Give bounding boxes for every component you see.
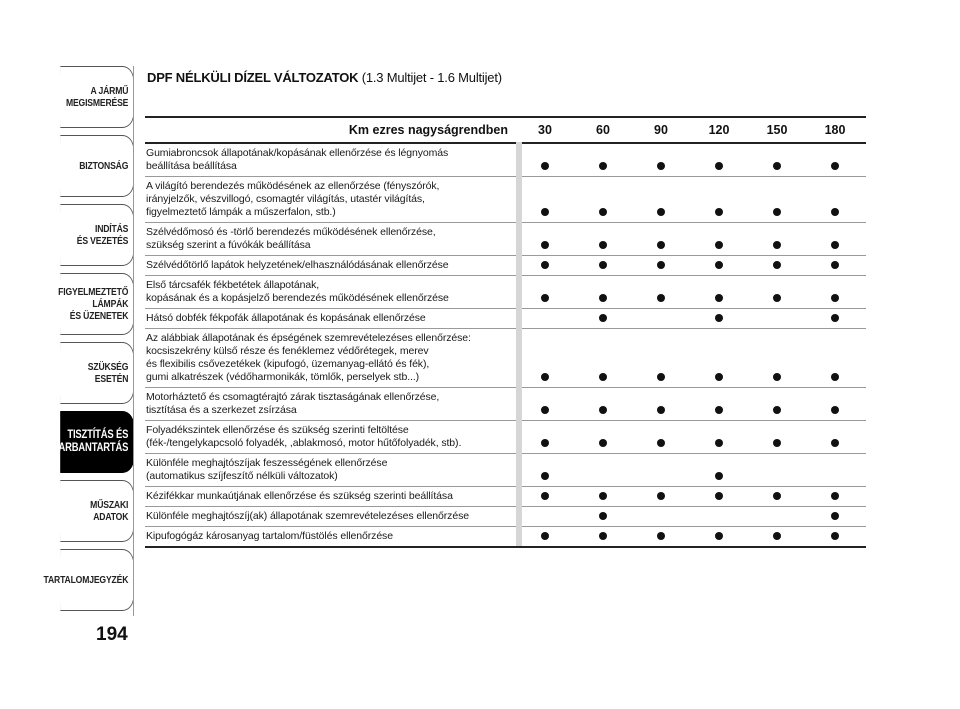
check-dot-icon bbox=[831, 439, 839, 447]
page-title bbox=[147, 70, 502, 85]
interval-cell bbox=[690, 256, 748, 274]
interval-cell bbox=[632, 289, 690, 307]
interval-cell bbox=[574, 309, 632, 327]
interval-cell bbox=[748, 507, 806, 525]
check-dot-icon bbox=[657, 492, 665, 500]
interval-cell bbox=[806, 487, 864, 505]
check-dot-icon bbox=[773, 532, 781, 540]
interval-cell bbox=[806, 434, 864, 452]
check-dot-icon bbox=[715, 241, 723, 249]
check-dot-icon bbox=[773, 162, 781, 170]
check-dot-icon bbox=[541, 492, 549, 500]
interval-cell bbox=[748, 157, 806, 175]
table-row bbox=[145, 222, 866, 255]
chapter-tab[interactable]: SZÜKSÉG ESETÉN bbox=[60, 342, 134, 404]
check-dot-icon bbox=[599, 162, 607, 170]
check-dot-icon bbox=[657, 241, 665, 249]
table-row bbox=[145, 506, 866, 526]
interval-cell bbox=[632, 467, 690, 485]
interval-cell bbox=[516, 289, 574, 307]
interval-cell bbox=[690, 309, 748, 327]
check-dot-icon bbox=[541, 294, 549, 302]
check-dot-icon bbox=[657, 261, 665, 269]
check-dot-icon bbox=[657, 532, 665, 540]
check-dot-icon bbox=[541, 373, 549, 381]
check-dot-icon bbox=[599, 512, 607, 520]
interval-cell bbox=[574, 434, 632, 452]
interval-cell bbox=[516, 401, 574, 419]
interval-cell bbox=[690, 368, 748, 386]
check-dot-icon bbox=[831, 294, 839, 302]
table-row bbox=[145, 328, 866, 387]
table-bottom-rule bbox=[145, 546, 866, 548]
check-dot-icon bbox=[541, 261, 549, 269]
table-row bbox=[145, 420, 866, 453]
check-dot-icon bbox=[541, 162, 549, 170]
chapter-tab[interactable]: TISZTÍTÁS ÉS KARBANTARTÁS bbox=[60, 411, 134, 473]
check-dot-icon bbox=[773, 373, 781, 381]
interval-cell bbox=[748, 467, 806, 485]
check-dot-icon bbox=[541, 406, 549, 414]
check-dot-icon bbox=[831, 373, 839, 381]
table-row bbox=[145, 526, 866, 546]
interval-cell bbox=[748, 236, 806, 254]
table-row bbox=[145, 144, 866, 176]
interval-cell bbox=[748, 289, 806, 307]
interval-cell bbox=[516, 157, 574, 175]
km-column-header: 180 bbox=[824, 123, 846, 137]
check-dot-icon bbox=[715, 314, 723, 322]
interval-cell bbox=[632, 368, 690, 386]
check-dot-icon bbox=[831, 406, 839, 414]
interval-cell bbox=[806, 203, 864, 221]
page-number: 194 bbox=[96, 624, 128, 645]
interval-cell bbox=[748, 434, 806, 452]
km-column-header: 30 bbox=[538, 123, 552, 137]
check-dot-icon bbox=[599, 241, 607, 249]
interval-cell bbox=[806, 157, 864, 175]
interval-cell bbox=[632, 434, 690, 452]
check-dot-icon bbox=[831, 532, 839, 540]
check-dot-icon bbox=[715, 406, 723, 414]
interval-cell bbox=[574, 203, 632, 221]
row-description: Szélvédőmosó és -törlő berendezés működésének ellenőrzése, szükség szerint a fúvókák beállítása bbox=[146, 226, 436, 251]
check-dot-icon bbox=[715, 208, 723, 216]
check-dot-icon bbox=[715, 439, 723, 447]
interval-cell bbox=[748, 527, 806, 545]
row-description: Hátsó dobfék fékpofák állapotának és kopásának ellenőrzése bbox=[146, 312, 426, 324]
interval-cell bbox=[574, 527, 632, 545]
row-description: Első tárcsafék fékbetétek állapotának, kopásának és a kopásjelző berendezés működésének ellenőrzése bbox=[146, 279, 449, 304]
table-row bbox=[145, 255, 866, 275]
table-row bbox=[145, 275, 866, 308]
check-dot-icon bbox=[831, 241, 839, 249]
check-dot-icon bbox=[599, 261, 607, 269]
check-dot-icon bbox=[541, 532, 549, 540]
km-column-header: 150 bbox=[766, 123, 788, 137]
check-dot-icon bbox=[599, 294, 607, 302]
table-header bbox=[145, 118, 866, 142]
check-dot-icon bbox=[773, 208, 781, 216]
interval-cell bbox=[690, 527, 748, 545]
interval-cell bbox=[574, 289, 632, 307]
interval-cell bbox=[516, 256, 574, 274]
km-column-header: 120 bbox=[708, 123, 730, 137]
row-description: Folyadékszintek ellenőrzése és szükség szerinti feltöltése (fék-/tengelykapcsoló folyadék, ,ablakmosó, motor hűtőfolyadék, stb). bbox=[146, 424, 462, 449]
interval-cell bbox=[574, 487, 632, 505]
check-dot-icon bbox=[541, 241, 549, 249]
check-dot-icon bbox=[773, 492, 781, 500]
interval-cell bbox=[632, 256, 690, 274]
interval-cell bbox=[516, 368, 574, 386]
interval-cell bbox=[516, 487, 574, 505]
check-dot-icon bbox=[541, 439, 549, 447]
interval-cell bbox=[690, 434, 748, 452]
check-dot-icon bbox=[773, 294, 781, 302]
chapter-tab[interactable]: MŰSZAKI ADATOK bbox=[60, 480, 134, 542]
row-description: Motorháztető és csomagtérajtó zárak tisztaságának ellenőrzése, tisztítása és a szerkezet zsírzása bbox=[146, 391, 440, 416]
interval-cell bbox=[516, 203, 574, 221]
interval-cell bbox=[632, 487, 690, 505]
interval-cell bbox=[748, 487, 806, 505]
interval-cell bbox=[748, 203, 806, 221]
check-dot-icon bbox=[657, 439, 665, 447]
title-sub: (1.3 Multijet - 1.6 Multijet) bbox=[361, 70, 502, 85]
interval-cell bbox=[574, 467, 632, 485]
check-dot-icon bbox=[773, 261, 781, 269]
row-description: Kipufogógáz károsanyag tartalom/füstölés ellenőrzése bbox=[146, 530, 393, 542]
check-dot-icon bbox=[831, 492, 839, 500]
check-dot-icon bbox=[831, 162, 839, 170]
interval-cell bbox=[690, 487, 748, 505]
interval-cell bbox=[632, 401, 690, 419]
check-dot-icon bbox=[715, 532, 723, 540]
chapter-tab[interactable]: INDÍTÁS ÉS VEZETÉS bbox=[60, 204, 134, 266]
interval-cell bbox=[748, 368, 806, 386]
table-body bbox=[145, 144, 866, 546]
check-dot-icon bbox=[599, 208, 607, 216]
interval-cell bbox=[632, 157, 690, 175]
table-row bbox=[145, 486, 866, 506]
interval-cell bbox=[690, 203, 748, 221]
interval-cell bbox=[690, 289, 748, 307]
chapter-tab[interactable]: A JÁRMŰ MEGISMERÉSE bbox=[60, 66, 134, 128]
interval-cell bbox=[632, 236, 690, 254]
row-description: Különféle meghajtószíjak feszességének ellenőrzése (automatikus szíjfeszítő nélküli változatok) bbox=[146, 457, 388, 482]
check-dot-icon bbox=[773, 406, 781, 414]
interval-cell bbox=[516, 309, 574, 327]
interval-cell bbox=[574, 368, 632, 386]
interval-cell bbox=[574, 157, 632, 175]
chapter-tabs bbox=[44, 66, 134, 618]
interval-cell bbox=[806, 309, 864, 327]
row-description: Az alábbiak állapotának és épségének szemrevételezéses ellenőrzése: kocsiszekrény külső része és fenéklemez védőrétegek, merev és flexibilis csővezetékek (kipufogó, üzemanyag-ellátó és fék), gumi alkatrészek (védőharmonikák, tömlők, perselyek stb...) bbox=[146, 332, 471, 383]
table-row bbox=[145, 308, 866, 328]
check-dot-icon bbox=[541, 208, 549, 216]
chapter-tab[interactable]: TARTALOMJEGYZÉK bbox=[60, 549, 134, 611]
interval-cell bbox=[632, 527, 690, 545]
table-row bbox=[145, 387, 866, 420]
interval-cell bbox=[574, 507, 632, 525]
check-dot-icon bbox=[715, 492, 723, 500]
interval-cell bbox=[690, 236, 748, 254]
interval-cell bbox=[806, 256, 864, 274]
interval-cell bbox=[748, 256, 806, 274]
row-description: Különféle meghajtószíj(ak) állapotának szemrevételezéses ellenőrzése bbox=[146, 510, 469, 522]
check-dot-icon bbox=[599, 439, 607, 447]
interval-cell bbox=[806, 401, 864, 419]
interval-cell bbox=[574, 256, 632, 274]
check-dot-icon bbox=[831, 512, 839, 520]
interval-cell bbox=[632, 507, 690, 525]
interval-cell bbox=[748, 309, 806, 327]
maintenance-table bbox=[145, 116, 866, 548]
check-dot-icon bbox=[599, 532, 607, 540]
check-dot-icon bbox=[657, 208, 665, 216]
check-dot-icon bbox=[657, 294, 665, 302]
check-dot-icon bbox=[715, 162, 723, 170]
km-column-header: 90 bbox=[654, 123, 668, 137]
interval-cell bbox=[516, 236, 574, 254]
row-description: A világító berendezés működésének az ellenőrzése (fényszórók, irányjelzők, vészvillogó, csomagtér világítás, utastér világítás, figyelmeztető lámpák a műszerfalon, stb.) bbox=[146, 180, 440, 218]
check-dot-icon bbox=[599, 406, 607, 414]
check-dot-icon bbox=[599, 314, 607, 322]
title-main: DPF NÉLKÜLI DÍZEL VÁLTOZATOK bbox=[147, 70, 359, 85]
km-column-header: 60 bbox=[596, 123, 610, 137]
interval-cell bbox=[806, 467, 864, 485]
check-dot-icon bbox=[541, 472, 549, 480]
check-dot-icon bbox=[831, 314, 839, 322]
interval-cell bbox=[690, 157, 748, 175]
header-label: Km ezres nagyságrendben bbox=[348, 123, 508, 137]
interval-cell bbox=[806, 289, 864, 307]
interval-cell bbox=[806, 507, 864, 525]
check-dot-icon bbox=[657, 406, 665, 414]
check-dot-icon bbox=[773, 439, 781, 447]
interval-cell bbox=[690, 507, 748, 525]
row-description: Kézifékkar munkaútjának ellenőrzése és szükség szerinti beállítása bbox=[146, 490, 453, 502]
check-dot-icon bbox=[715, 294, 723, 302]
check-dot-icon bbox=[657, 373, 665, 381]
table-row bbox=[145, 453, 866, 486]
check-dot-icon bbox=[599, 492, 607, 500]
check-dot-icon bbox=[773, 241, 781, 249]
interval-cell bbox=[690, 401, 748, 419]
check-dot-icon bbox=[715, 261, 723, 269]
interval-cell bbox=[806, 368, 864, 386]
interval-cell bbox=[690, 467, 748, 485]
interval-cell bbox=[516, 527, 574, 545]
interval-cell bbox=[632, 203, 690, 221]
interval-cell bbox=[806, 236, 864, 254]
check-dot-icon bbox=[831, 261, 839, 269]
row-description: Gumiabroncsok állapotának/kopásának ellenőrzése és légnyomás beállítása beállítása bbox=[146, 147, 449, 172]
check-dot-icon bbox=[599, 373, 607, 381]
table-row bbox=[145, 176, 866, 222]
check-dot-icon bbox=[831, 208, 839, 216]
interval-cell bbox=[516, 434, 574, 452]
row-description: Szélvédőtörlő lapátok helyzetének/elhasználódásának ellenőrzése bbox=[146, 259, 449, 271]
interval-cell bbox=[748, 401, 806, 419]
interval-cell bbox=[574, 401, 632, 419]
interval-cell bbox=[574, 236, 632, 254]
chapter-tab[interactable]: FIGYELMEZTETŐ LÁMPÁK ÉS ÜZENETEK bbox=[60, 273, 134, 335]
sidebar-divider bbox=[133, 66, 134, 616]
interval-cell bbox=[516, 467, 574, 485]
chapter-tab[interactable]: BIZTONSÁG bbox=[60, 135, 134, 197]
interval-cell bbox=[516, 507, 574, 525]
interval-cell bbox=[806, 527, 864, 545]
check-dot-icon bbox=[715, 472, 723, 480]
interval-cell bbox=[632, 309, 690, 327]
check-dot-icon bbox=[715, 373, 723, 381]
column-shade-band bbox=[516, 142, 522, 546]
check-dot-icon bbox=[657, 162, 665, 170]
